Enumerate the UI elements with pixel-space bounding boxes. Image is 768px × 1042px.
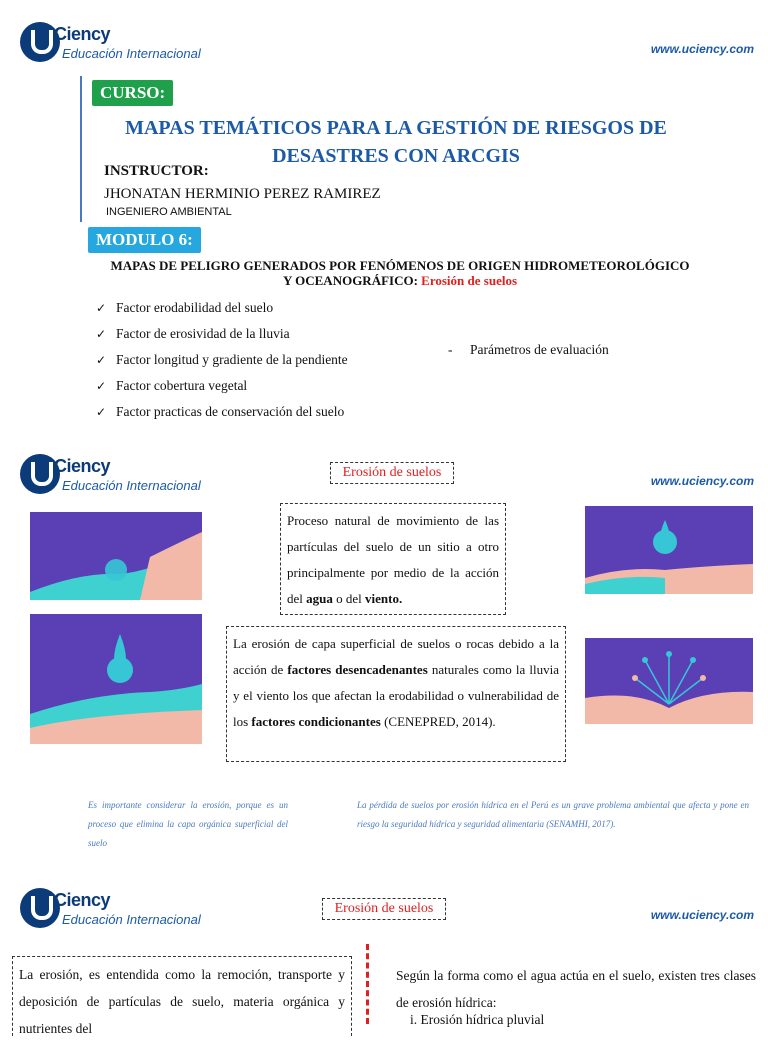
module-title [60, 258, 740, 288]
check-icon: ✓ [96, 379, 107, 393]
list-item [96, 402, 348, 428]
check-icon: ✓ [96, 405, 107, 419]
brand-subtitle: Educación Internacional [62, 912, 201, 927]
instructor-label: INSTRUCTOR: [104, 163, 209, 179]
divider-vertical [80, 76, 82, 222]
brand-subtitle: Educación Internacional [62, 46, 201, 61]
factor-label: Factor de erosividad de la lluvia [116, 326, 290, 341]
check-icon: ✓ [96, 327, 107, 341]
course-title-line2: DESASTRES CON ARCGIS [272, 145, 520, 167]
website-link[interactable]: www.uciency.com [650, 42, 754, 56]
instructor-role: INGENIERO AMBIENTAL [106, 206, 232, 218]
list-item [96, 376, 348, 402]
section-title: Erosión de suelos [322, 898, 446, 920]
module-tag: MODULO 6: [88, 227, 201, 253]
check-icon: ✓ [96, 353, 107, 367]
explanation-box [226, 626, 566, 762]
brand-name: Ciency [54, 890, 111, 910]
list-item [96, 324, 348, 350]
text: (CENEPRED, 2014). [380, 714, 496, 729]
brand-logo [20, 22, 220, 66]
brand-logo [20, 454, 220, 498]
text-bold: factores condicionantes [251, 714, 381, 729]
website-link[interactable]: www.uciency.com [650, 908, 754, 922]
evaluation-parameters [448, 342, 609, 358]
text-bold: agua [306, 591, 333, 606]
erosion-types-intro: Según la forma como el agua actúa en el suelo, existen tres clases de erosión hídrica: [396, 968, 756, 1010]
text: La erosión de capa superficial de suelos o rocas debido a la acción de [233, 636, 559, 677]
brand-name: Ciency [54, 456, 111, 476]
text-bold: factores desencadenantes [287, 662, 428, 677]
module-title-line1: MAPAS DE PELIGRO GENERADOS POR FENÓMENOS DE ORIGEN HIDROMETEOROLÓGICO [110, 258, 690, 273]
list-item: i. Erosión hídrica pluvial [410, 1012, 545, 1027]
section-title: Erosión de suelos [330, 462, 454, 484]
brand-name: Ciency [54, 24, 111, 44]
raindrop-illustration [585, 506, 753, 594]
factor-label: Factor erodabilidad del suelo [116, 300, 274, 315]
text: naturales como la lluvia y el viento los que afectan la erodabilidad o vulnerabilidad de los [233, 662, 559, 729]
splash-illustration [585, 638, 753, 724]
note-right: La pérdida de suelos por erosión hídrica en el Perú es un grave problema ambiental que afecta y pone en riesgo la seguridad hídrica y seguridad alimentaria (SENAMHI, 2017). [357, 800, 749, 829]
factor-label: Factor practicas de conservación del suelo [116, 404, 345, 419]
website-link[interactable]: www.uciency.com [650, 474, 754, 488]
module-title-prefix: Y OCEANOGRÁFICO: [282, 273, 418, 288]
factor-list [96, 298, 348, 428]
note-left: Es importante considerar la erosión, porque es un proceso que elimina la capa orgánica superficial del suelo [88, 800, 288, 848]
course-title-line1: MAPAS TEMÁTICOS PARA LA GESTIÓN DE RIESGOS DE [125, 117, 667, 139]
factor-label: Factor longitud y gradiente de la pendiente [116, 352, 348, 367]
instructor-name: JHONATAN HERMINIO PEREZ RAMIREZ [104, 186, 381, 202]
text: Proceso natural de movimiento de las partículas del suelo de un sitio a otro principalmente por medio de la acción del [287, 513, 499, 606]
check-icon: ✓ [96, 301, 107, 315]
dash-bullet: - [448, 342, 453, 357]
erosion-definition-box: La erosión, es entendida como la remoción, transporte y deposición de partículas de suelo, materia orgánica y nutrientes del [12, 956, 352, 1036]
module-title-topic: Erosión de suelos [421, 273, 518, 288]
parameters-label: Parámetros de evaluación [470, 342, 609, 357]
text: o del [332, 591, 366, 606]
factor-label: Factor cobertura vegetal [116, 378, 248, 393]
raindrop-illustration [30, 512, 202, 600]
definition-box [280, 503, 506, 615]
course-tag: CURSO: [92, 80, 173, 106]
brand-logo [20, 888, 220, 932]
course-title [86, 114, 706, 170]
divider-dashed-red [366, 944, 369, 1024]
list-item [96, 298, 348, 324]
module-title-line2 [60, 273, 740, 288]
list-item [96, 350, 348, 376]
raindrop-illustration [30, 614, 202, 744]
text-bold: viento. [365, 591, 403, 606]
brand-subtitle: Educación Internacional [62, 478, 201, 493]
